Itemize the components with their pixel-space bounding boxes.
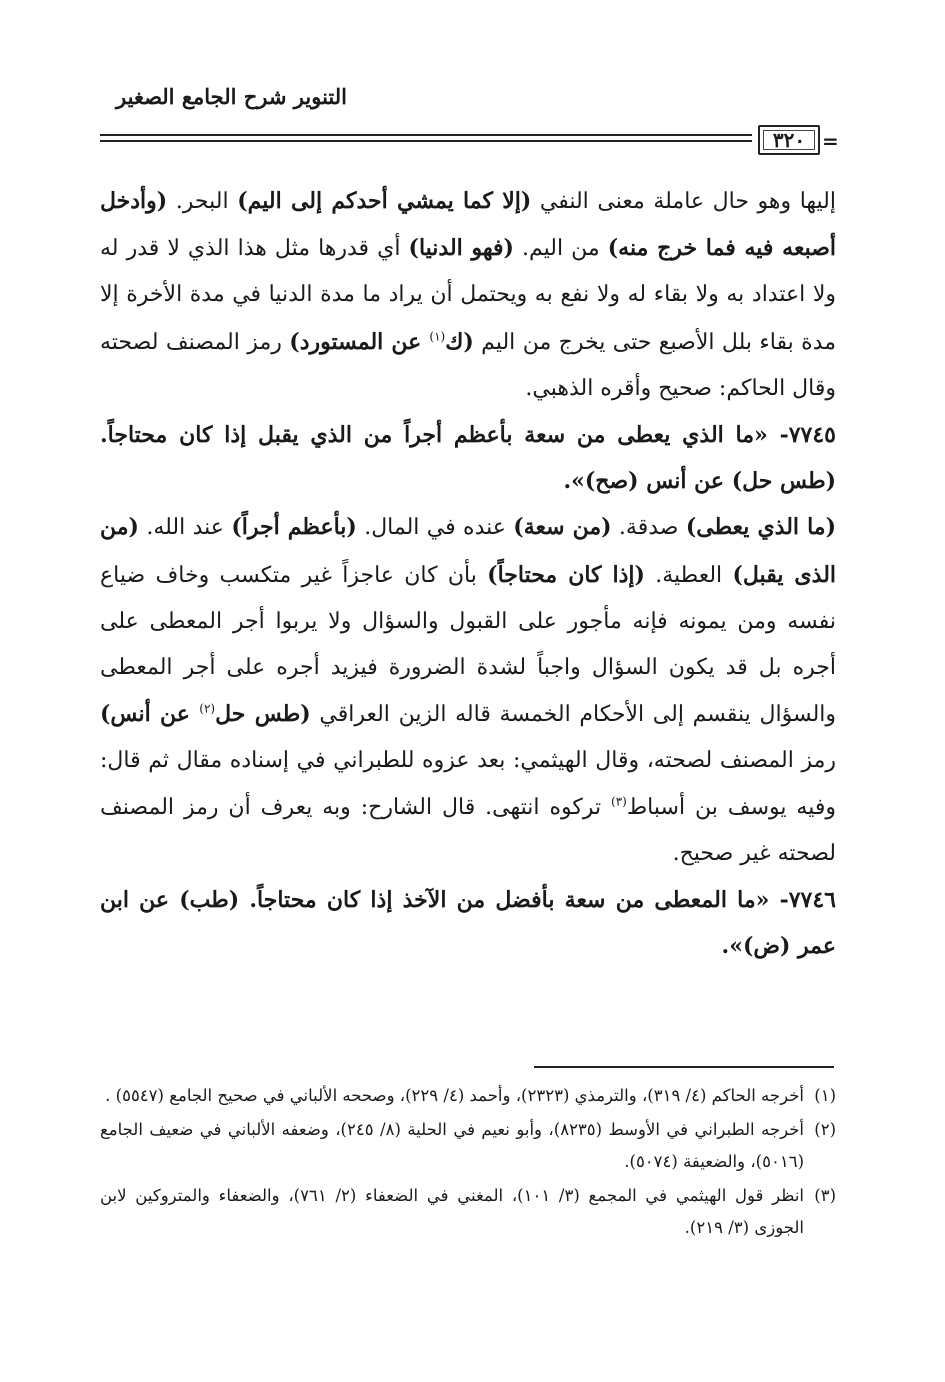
footnote-number: (٣) — [814, 1186, 836, 1205]
text-run: رمز المصنف لصحته وقال الحاكم: صحيح وأقره الذهبي. — [100, 329, 836, 401]
footnote-text: انظر قول الهيثمي في المجمع (٣/ ١٠١)، المغني في الضعفاء (٢/ ٧٦١)، والضعفاء والمتروكين لابن الجوزى (٣/ ٢١٩). — [100, 1186, 804, 1237]
text-run: أي قدرها مثل هذا الذي لا قدر له ولا اعتداد به ولا بقاء له ولا نفع به ويحتمل أن يراد ما مدة الدنيا في مدة الأخرة إلا مدة بقاء بلل الأصبع حتى يخرج من اليم — [100, 236, 837, 355]
footnotes — [100, 1080, 836, 1246]
text-run: رمز المصنف لصحته، وقال الهيثمي: بعد عزوه للطبراني في إسناده مقال ثم قال: وفيه يوسف بن أسباط — [100, 748, 836, 820]
footnote-ref-3: (٣) — [611, 794, 627, 809]
text-run: إليها وهو حال عاملة معنى النفي — [531, 189, 836, 214]
footnote-text: أخرجه الحاكم (٤/ ٣١٩)، والترمذي (٢٣٢٣)، وأحمد (٤/ ٢٢٩)، وصححه الألباني في صحيح الجامع (٥٥٤٧) . — [105, 1086, 804, 1105]
quoted-phrase: (فهو الدنيا) — [408, 235, 514, 262]
main-text — [100, 178, 836, 969]
footnote-3 — [100, 1180, 836, 1244]
text-run: البحر. — [167, 189, 238, 214]
footnote-separator — [534, 1066, 834, 1068]
footnote-ref-2: (٢) — [199, 701, 216, 716]
running-title: التنوير شرح الجامع الصغير — [116, 84, 347, 109]
footnote-text: أخرجه الطبراني في الأوسط (٨٢٣٥)، وأبو نعيم في الحلية (٨/ ٢٤٥)، وضعفه الألباني في ضعيف الجامع (٥٠١٦)، والضعيفة (٥٠٧٤). — [100, 1120, 804, 1171]
source-code: عن المستورد) — [289, 328, 430, 355]
text-run: بأن كان عاجزاً غير متكسب وخاف ضياع نفسه ومن يمونه فإنه مأجور على القبول والسؤال ولا يربوا أجر المعطى على أجره بل قد يكون السؤال واجباً لشدة الضرورة فيزيد أجره على أجر المعطى والسؤال ينقسم إلى الأحكام الخمسة قاله الزين العراقي — [100, 562, 837, 728]
text-run: صدقة. — [611, 515, 686, 541]
paragraph-commentary-2 — [100, 504, 836, 877]
source-code: عن أنس) — [100, 701, 200, 728]
text-run: من اليم. — [513, 236, 608, 262]
text-run: تركوه انتهى. قال الشارح: وبه يعرف أن رمز المصنف لصحته غير صحيح. — [100, 794, 836, 866]
text-run: عند الله. — [138, 515, 232, 541]
quoted-phrase: (من الذى يقبل) — [100, 514, 837, 588]
hadith-7746: ٧٧٤٦- «ما المعطى من سعة بأفضل من الآخذ إذا كان محتاجاً. (طب) عن ابن عمر (ض)». — [100, 887, 836, 960]
hadith-7745: ٧٧٤٥- «ما الذي يعطى من سعة بأعظم أجراً من الذي يقبل إذا كان محتاجاً. (طس حل) عن أنس (صح)». — [100, 422, 836, 495]
footnote-2 — [100, 1114, 836, 1178]
quoted-phrase: (ما الذي يعطى) — [685, 514, 836, 541]
source-code: (طس حل — [215, 701, 311, 728]
text-run: العطية. — [644, 562, 733, 588]
page-number — [758, 125, 820, 155]
quoted-phrase: (إذا كان محتاجاً) — [487, 561, 645, 588]
header-ornament: = — [822, 129, 839, 153]
page-number-text: ٣٢٠ — [772, 128, 806, 152]
paragraph-commentary-1 — [100, 178, 836, 412]
quoted-phrase: (إلا كما يمشي أحدكم إلى اليم) — [237, 188, 532, 214]
footnote-1 — [100, 1080, 836, 1112]
header-double-rule — [100, 132, 752, 144]
quoted-phrase: (وأدخل أصبعه فيه فما خرج منه) — [100, 188, 836, 262]
quoted-phrase: (بأعظم أجراً) — [231, 514, 357, 541]
footnote-number: (١) — [814, 1086, 836, 1105]
footnote-ref-1: (١) — [429, 329, 446, 344]
quoted-phrase: (من سعة) — [513, 514, 612, 541]
text-run: عنده في المال. — [356, 515, 514, 541]
source-code: (ك — [445, 328, 474, 355]
footnote-number: (٢) — [814, 1120, 836, 1139]
